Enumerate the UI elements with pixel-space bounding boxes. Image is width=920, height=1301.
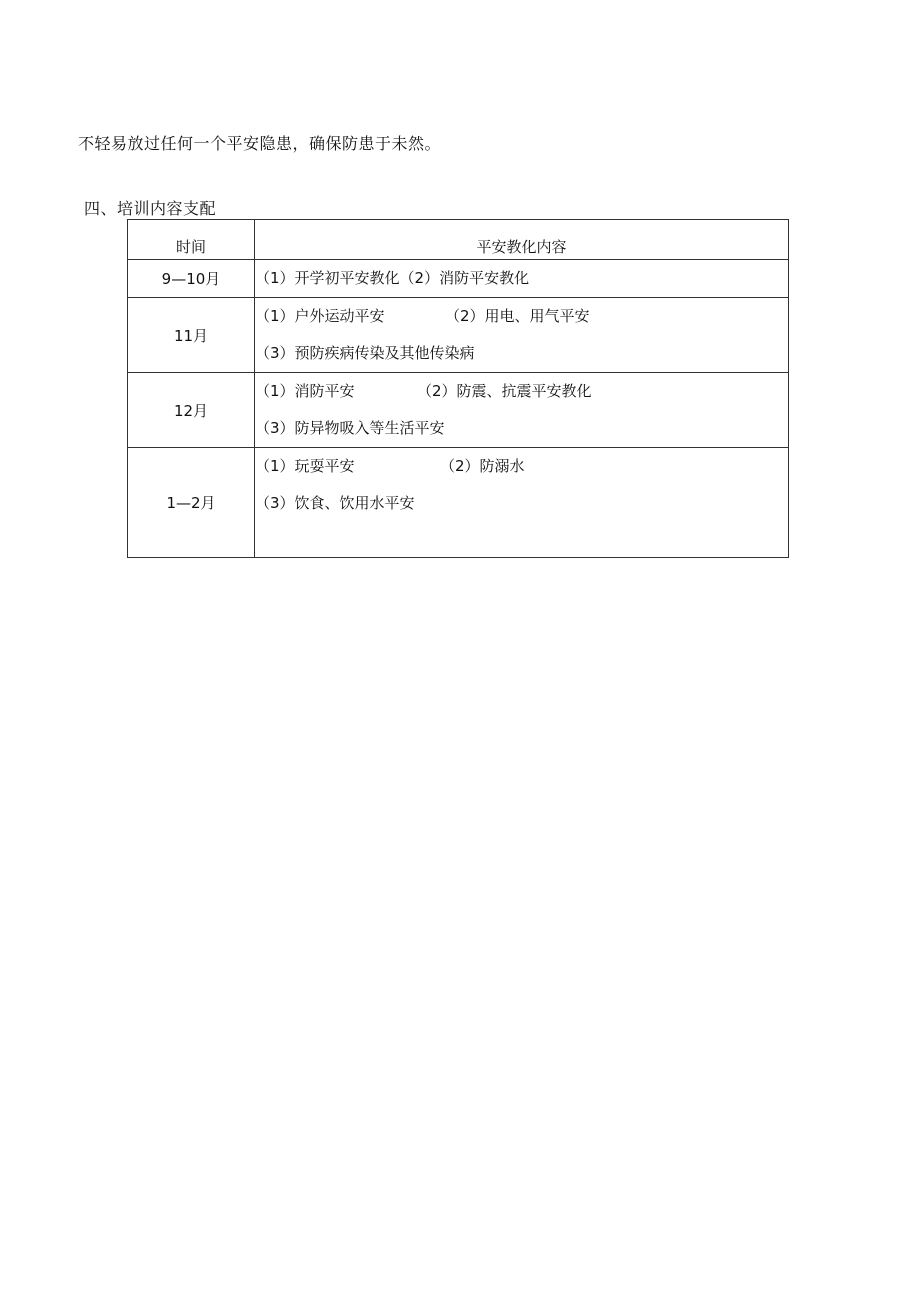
header-content: 平安教化内容 xyxy=(255,220,789,260)
row-content xyxy=(255,448,789,558)
row-time: 9—10月 xyxy=(128,260,255,298)
table-header-row xyxy=(128,220,789,260)
training-schedule-table xyxy=(127,219,789,558)
content-item: （3）预防疾病传染及其他传染病 xyxy=(255,344,475,362)
header-time: 时间 xyxy=(128,220,255,260)
table-row xyxy=(128,298,789,373)
content-line xyxy=(255,485,788,522)
content-line xyxy=(255,410,788,447)
content-item: （2）防溺水 xyxy=(440,457,525,475)
row-content xyxy=(255,260,789,298)
intro-paragraph: 不轻易放过任何一个平安隐患，确保防患于未然。 xyxy=(78,134,442,153)
content-item: （2）用电、用气平安 xyxy=(445,307,590,325)
content-item: （1）玩耍平安 xyxy=(255,457,355,475)
content-item: （3）防异物吸入等生活平安 xyxy=(255,419,445,437)
row-content xyxy=(255,298,789,373)
row-time: 1—2月 xyxy=(128,448,255,558)
table-row xyxy=(128,373,789,448)
content-item: （3）饮食、饮用水平安 xyxy=(255,494,415,512)
content-line xyxy=(255,260,788,297)
content-line xyxy=(255,298,788,335)
row-content xyxy=(255,373,789,448)
content-item: （1）开学初平安教化（2）消防平安教化 xyxy=(255,269,530,287)
section-heading: 四、培训内容支配 xyxy=(84,199,217,218)
content-line xyxy=(255,335,788,372)
content-line xyxy=(255,373,788,410)
content-item: （1）消防平安 xyxy=(255,382,355,400)
row-time: 11月 xyxy=(128,298,255,373)
row-time: 12月 xyxy=(128,373,255,448)
table-row xyxy=(128,260,789,298)
content-line xyxy=(255,448,788,485)
table-row xyxy=(128,448,789,558)
content-item: （1）户外运动平安 xyxy=(255,307,385,325)
content-item: （2）防震、抗震平安教化 xyxy=(417,382,592,400)
